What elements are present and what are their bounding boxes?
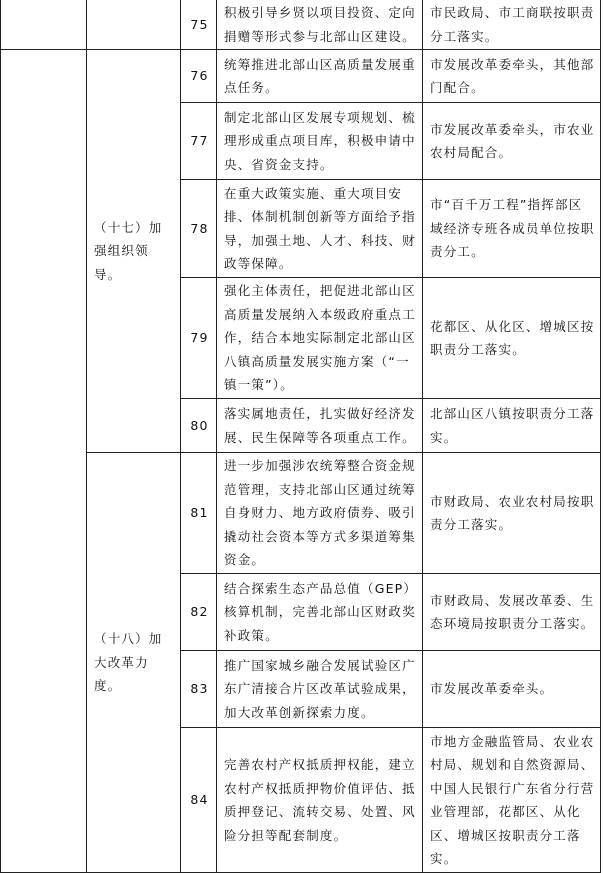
table-row [1, 50, 601, 103]
row-number: 79 [181, 278, 217, 399]
row-number: 75 [181, 0, 217, 50]
task-text: 积极引导乡贤以项目投资、定向捐赠等形式参与北部山区建设。 [217, 0, 423, 50]
row-number: 84 [181, 728, 217, 873]
row-number: 80 [181, 399, 217, 453]
dept-text: 市财政局、农业农村局按职责分工落实。 [423, 453, 601, 574]
task-text: 推广国家城乡融合发展试验区广东广清接合片区改革试验成果，加大改革创新探索力度。 [217, 651, 423, 728]
task-text: 强化主体责任，把促进北部山区高质量发展纳入本级政府重点工作，结合本地实际制定北部山区八镇高质量发展实施方案（“一镇一策”）。 [217, 278, 423, 399]
table-row [1, 453, 601, 574]
blank-cell [1, 50, 87, 873]
group-cell [87, 0, 181, 50]
row-number: 77 [181, 103, 217, 180]
blank-cell [1, 0, 87, 50]
task-text: 在重大政策实施、重大项目安排、体制机制创新等方面给予指导，加强土地、人才、科技、财政等保障。 [217, 180, 423, 278]
dept-text: 花都区、从化区、增城区按职责分工落实。 [423, 278, 601, 399]
group-cell: （十八）加大改革力度。 [87, 453, 181, 873]
dept-text: 市民政局、市工商联按职责分工落实。 [423, 0, 601, 50]
task-text: 完善农村产权抵质押权能，建立农村产权抵质押物价值评估、抵质押登记、流转交易、处置、风险分担等配套制度。 [217, 728, 423, 873]
table-row [1, 0, 601, 50]
row-number: 82 [181, 574, 217, 651]
row-number: 76 [181, 50, 217, 103]
row-number: 83 [181, 651, 217, 728]
task-text: 进一步加强涉农统筹整合资金规范管理，支持北部山区通过统筹自身财力、地方政府债券、吸引撬动社会资本等方式多渠道筹集资金。 [217, 453, 423, 574]
dept-text: 市财政局、发展改革委、生态环境局按职责分工落实。 [423, 574, 601, 651]
row-number: 78 [181, 180, 217, 278]
row-number: 81 [181, 453, 217, 574]
dept-text: 市“百千万工程”指挥部区域经济专班各成员单位按职责分工。 [423, 180, 601, 278]
dept-text: 北部山区八镇按职责分工落实。 [423, 399, 601, 453]
dept-text: 市发展改革委牵头，其他部门配合。 [423, 50, 601, 103]
task-text: 统筹推进北部山区高质量发展重点任务。 [217, 50, 423, 103]
dept-text: 市发展改革委牵头。 [423, 651, 601, 728]
task-text: 落实属地责任，扎实做好经济发展、民生保障等各项重点工作。 [217, 399, 423, 453]
dept-text: 市地方金融监管局、农业农村局、规划和自然资源局、中国人民银行广东省分行营业管理部，花都区、从化区、增城区按职责分工落实。 [423, 728, 601, 873]
task-text: 制定北部山区发展专项规划、梳理形成重点项目库，积极申请中央、省资金支持。 [217, 103, 423, 180]
group-cell: （十七）加强组织领导。 [87, 50, 181, 453]
task-text: 结合探索生态产品总值（GEP）核算机制，完善北部山区财政奖补政策。 [217, 574, 423, 651]
dept-text: 市发展改革委牵头，市农业农村局配合。 [423, 103, 601, 180]
